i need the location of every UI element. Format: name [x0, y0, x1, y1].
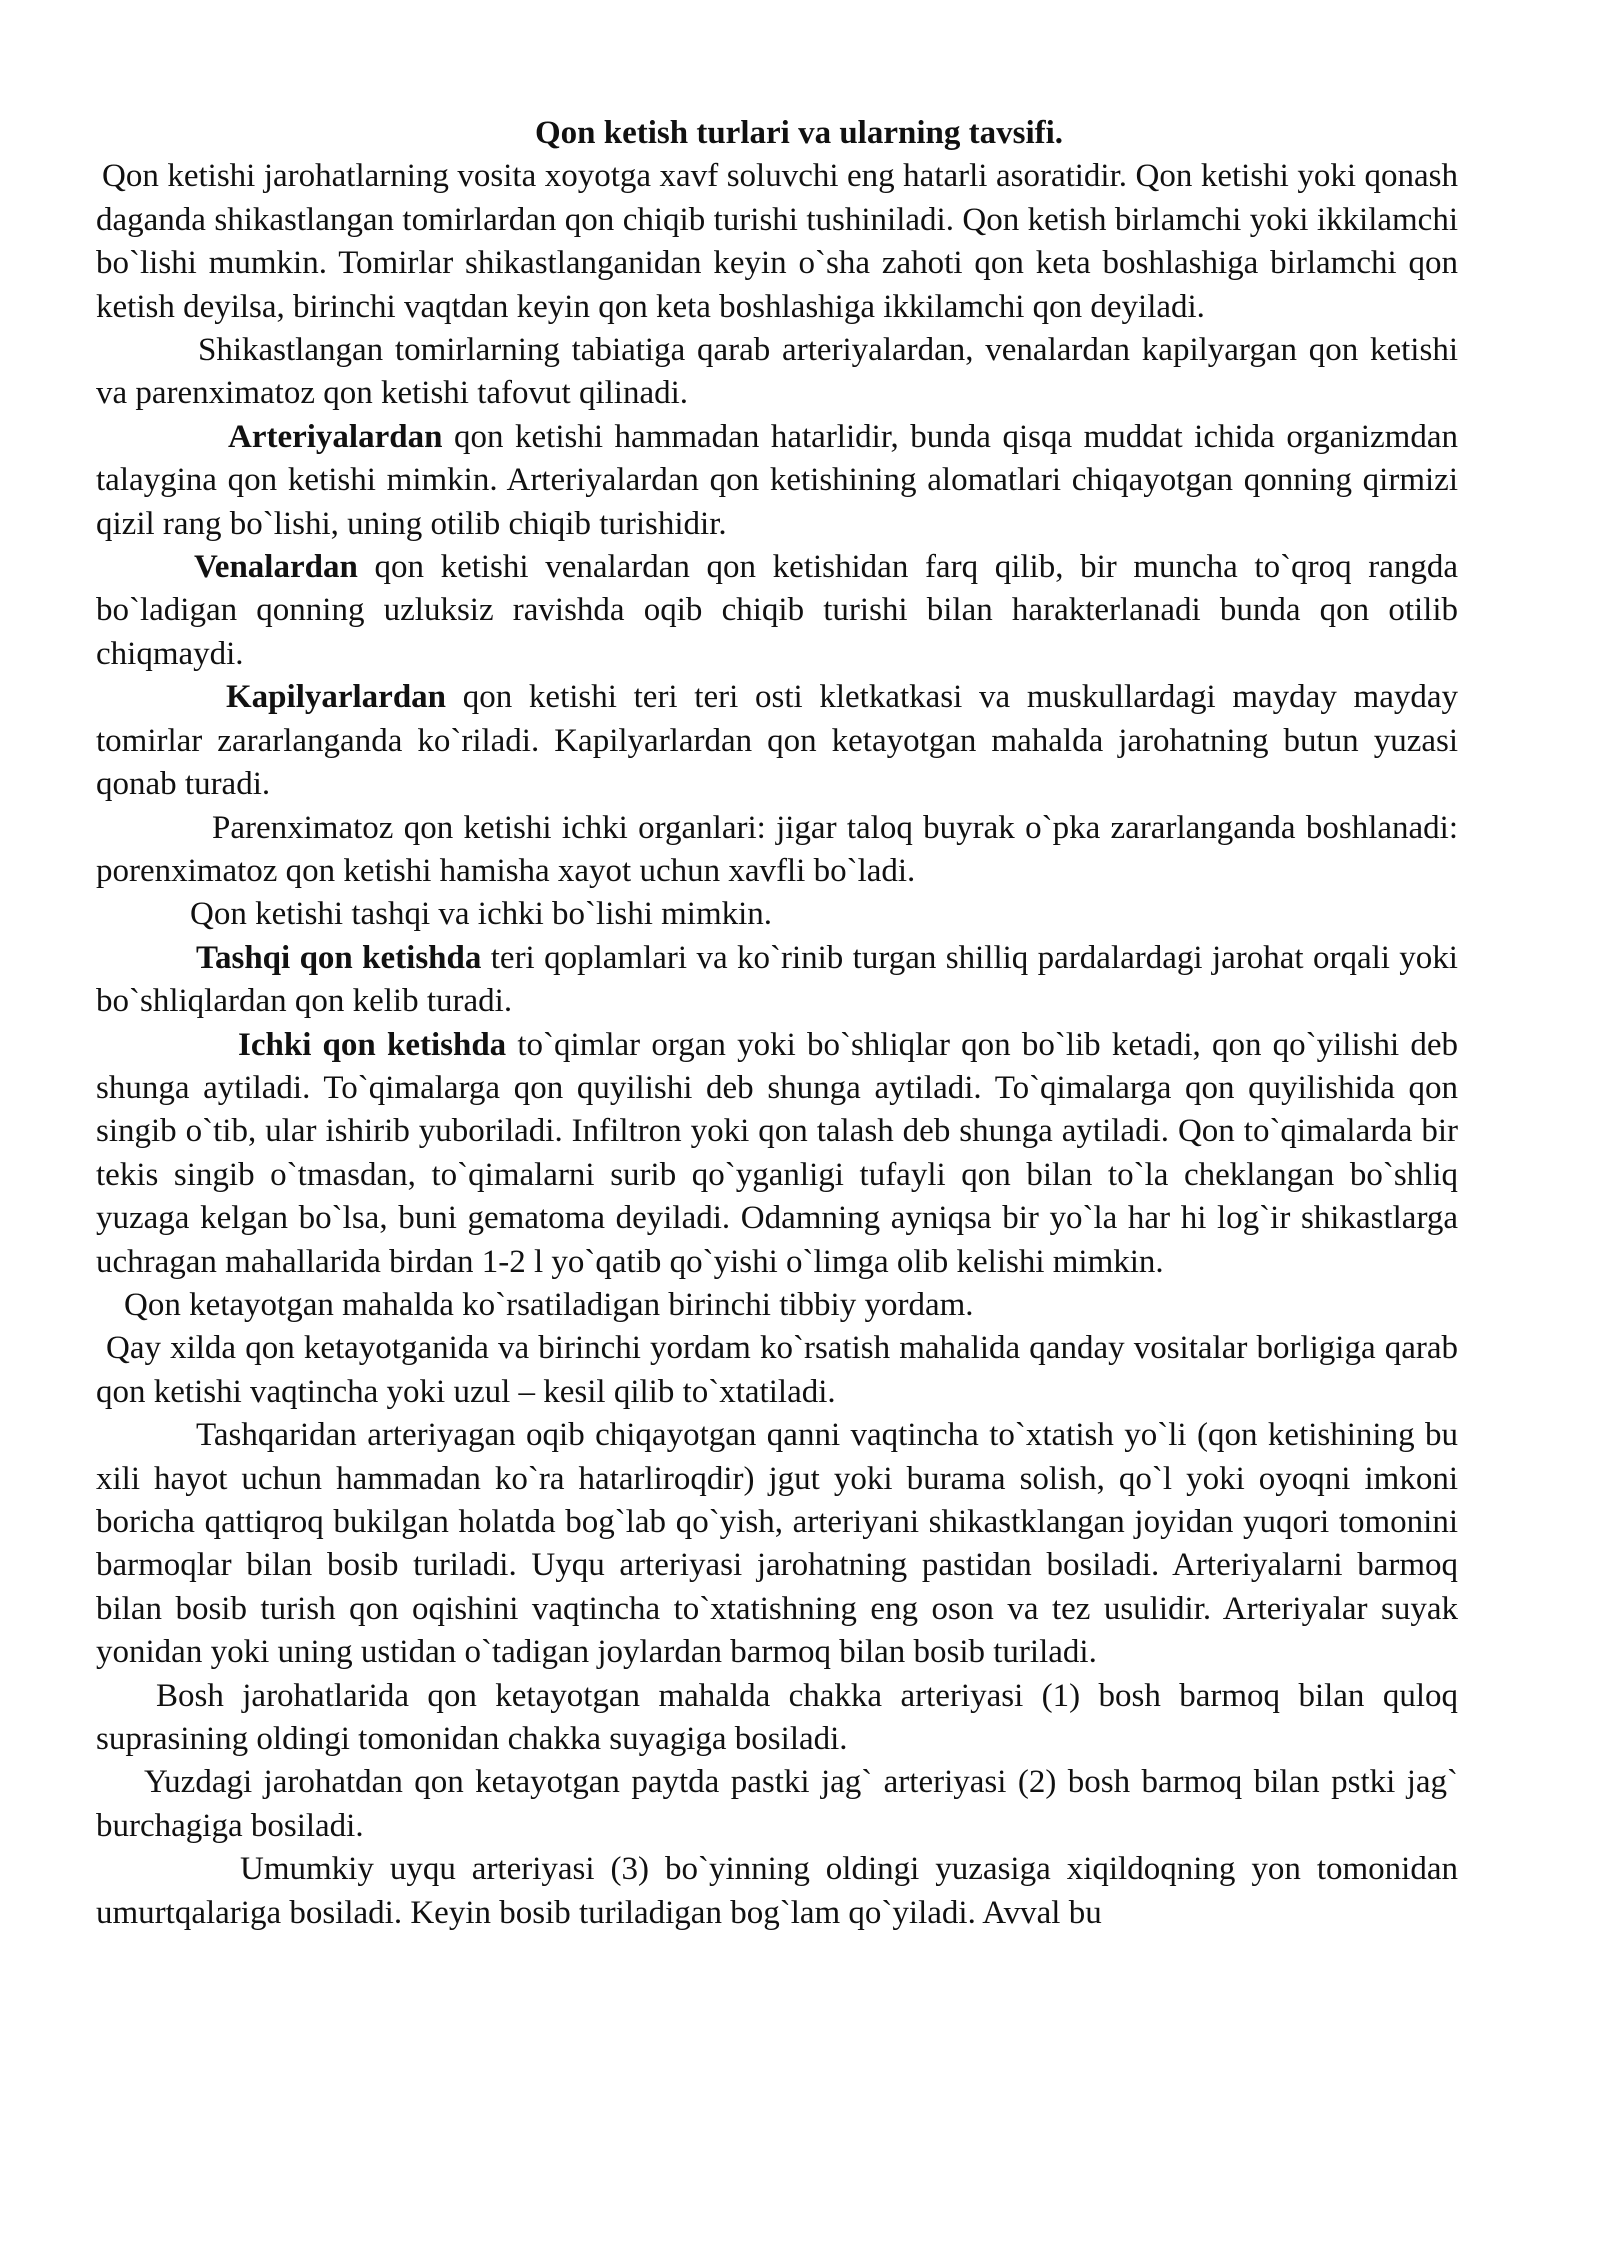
- paragraph-arterial: [96, 416, 1458, 546]
- paragraph-internal: [96, 1024, 1458, 1284]
- document-page: [96, 112, 1458, 1935]
- paragraph-arterial-text: qon ketishi hammadan hatarlidir, bunda qisqa muddat ichida organizmdan talaygina qon ketishi mimkin. Arteriyalardan qon ketishining alomatlari chiqayotgan qonning qirmizi qizil rang bo`lishi, uning otilib chiqib turishidir.: [96, 418, 1458, 542]
- paragraph-carotid: Umumkiy uyqu arteriyasi (3) bo`yinning oldingi yuzasiga xiqildoqning yon tomonidan umurtqalariga bosiladi. Keyin bosib turiladigan bog`lam qo`yiladi. Avval bu: [96, 1851, 1458, 1931]
- paragraph-capillary: [96, 676, 1458, 806]
- paragraph-head-wounds: Bosh jarohatlarida qon ketayotgan mahalda chakka arteriyasi (1) bosh barmoq bilan quloq suprasining oldingi tomonidan chakka suyagiga bosiladi.: [96, 1677, 1458, 1758]
- paragraph-venous: [96, 546, 1458, 676]
- paragraph-parenchymal: Parenximatoz qon ketishi ichki organlari: jigar taloq buyrak o`pka zararlanganda boshlanadi: porenximatoz qon ketishi hamisha xayot uchun xavfli bo`ladi.: [96, 809, 1458, 889]
- term-arterial: Arteriyalardan: [228, 418, 443, 455]
- paragraph-arterial-stop: Tashqaridan arteriyagan oqib chiqayotgan qanni vaqtincha to`xtatish yo`li (qon ketishining bu xili hayot uchun hammadan ko`ra hatarliroqdir) jgut yoki burama solish, qo`l yoki oyoqni imkoni boricha qattiqroq bukilgan holatda bog`lab qo`yish, arteriyani shikastklangan joyidan yuqori tomonini barmoqlar bilan bosib turiladi. Uyqu arteriyasi jarohatning pastidan bosiladi. Arteriyalarni barmoq bilan bosib turish qon oqishini vaqtincha to`xtatishning eng oson va tez usulidir. Arteriyalar suyak yonidan yoki uning ustidan o`tadigan joylardan barmoq bilan bosib turiladi.: [96, 1417, 1458, 1671]
- paragraph-venous-text: qon ketishi venalardan qon ketishidan farq qilib, bir muncha to`qroq rangda bo`ladigan qonning uzluksiz ravishda oqib chiqib turishi bilan harakterlanadi bunda qon otilib chiqmaydi.: [96, 549, 1458, 672]
- paragraph-face-wounds: Yuzdagi jarohatdan qon ketayotgan paytda pastki jag` arteriyasi (2) bosh barmoq bilan pstki jag` burchagiga bosiladi.: [96, 1764, 1458, 1844]
- paragraph-external-internal: Qon ketishi tashqi va ichki bo`lishi mimkin.: [190, 896, 773, 933]
- term-venous: Venalardan: [194, 549, 358, 586]
- term-capillary: Kapilyarlardan: [226, 679, 447, 716]
- paragraph-capillary-text: qon ketishi teri teri osti kletkatkasi va muskullardagi mayday mayday tomirlar zararlanganda ko`riladi. Kapilyarlardan qon ketayotgan mahalda jarohatning butun yuzasi qonab turadi.: [96, 679, 1458, 803]
- paragraph-intro: Qon ketishi jarohatlarning vosita xoyotga xavf soluvchi eng hatarli asoratidir. Qon ketishi yoki qonash daganda shikastlangan tomirlardan qon chiqib turishi tushiniladi. Qon ketish birlamchi yoki ikkilamchi bo`lishi mumkin. Tomirlar shikastlanganidan keyin o`sha zahoti qon keta boshlashiga birlamchi qon ketish deyilsa, birinchi vaqtdan keyin qon keta boshlashiga ikkilamchi qon deyiladi.: [96, 158, 1458, 325]
- paragraph-external: [96, 937, 1458, 1024]
- paragraph-classification: Shikastlangan tomirlarning tabiatiga qarab arteriyalardan, venalardan kapilyargan qon ketishi va parenximatoz qon ketishi tafovut qilinadi.: [96, 332, 1458, 412]
- paragraph-external-text: teri qoplamlari va ko`rinib turgan shilliq pardalardagi jarohat orqali yoki bo`shliqlardan qon kelib turadi.: [96, 939, 1458, 1020]
- document-title: Qon ketish turlari va ularning tavsifi.: [534, 115, 1064, 151]
- paragraph-first-aid: Qay xilda qon ketayotganida va birinchi yordam ko`rsatish mahalida qanday vositalar borligiga qarab qon ketishi vaqtincha yoki uzul – kesil qilib to`xtatiladi.: [96, 1330, 1458, 1410]
- term-external: Tashqi qon ketishda: [196, 939, 482, 976]
- paragraph-first-aid-heading: Qon ketayotgan mahalda ko`rsatiladigan birinchi tibbiy yordam.: [124, 1286, 974, 1323]
- term-internal: Ichki qon ketishda: [238, 1026, 507, 1063]
- paragraph-internal-text: to`qimlar organ yoki bo`shliqlar qon bo`lib ketadi, qon qo`yilishi deb shunga aytiladi. To`qimalarga qon quyilishi deb shunga aytiladi. To`qimalarga qon quyilishida qon singib o`tib, ular ishirib yuboriladi. Infiltron yoki qon talash deb shunga aytiladi. Qon to`qimalarda bir tekis singib o`tmasdan, to`qimalarni surib qo`yganligi tufayli qon bilan to`la cheklangan bo`shliq yuzaga kelgan bo`lsa, buni gematoma deyiladi. Odamning ayniqsa bir yo`la har hi log`ir shikastlarga uchragan mahallarida birdan 1-2 l yo`qatib qo`yishi o`limga olib kelishi mimkin.: [96, 1026, 1458, 1280]
